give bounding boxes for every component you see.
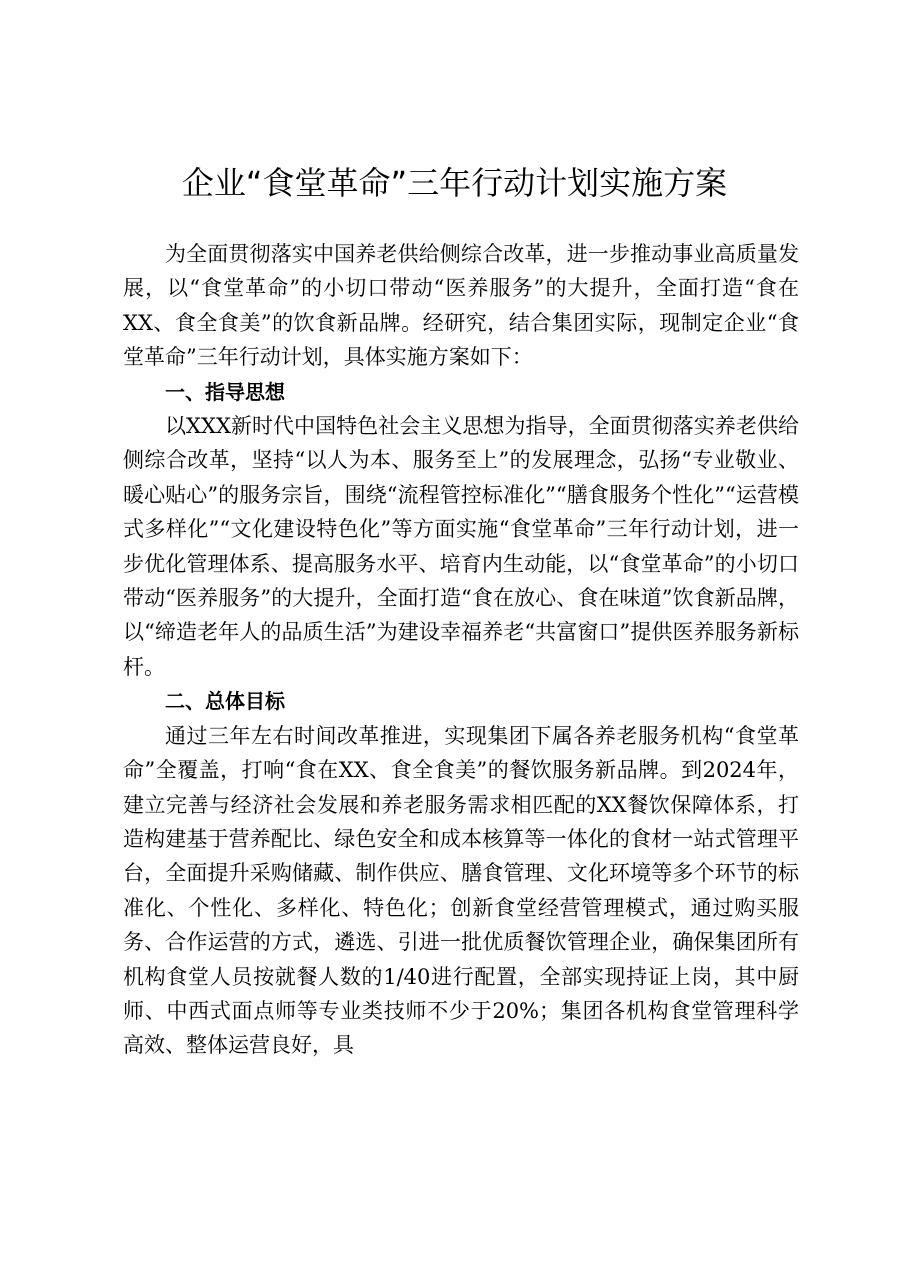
section-heading-overall-goal: 二、总体目标: [165, 689, 285, 714]
document-title: 企业“食堂革命”三年行动计划实施方案: [181, 164, 728, 202]
section-paragraph-overall-goal: 通过三年左右时间改革推进，实现集团下属各养老服务机构“食堂革命”全覆盖，打响“食在XX、食全食美”的餐饮服务新品牌。到2024年，建立完善与经济社会发展和养老服务需求相匹配的XX餐饮保障体系，打造构建基于营养配比、绿色安全和成本核算等一体化的食材一站式管理平台，全面提升采购储藏、制作供应、膳食管理、文化环境等多个环节的标准化、个性化、多样化、特色化；创新食堂经营管理模式，通过购买服务、合作运营的方式，遴选、引进一批优质餐饮管理企业，确保集团所有机构食堂人员按就餐人数的1/40进行配置，全部实现持证上岗，其中厨师、中西式面点师等专业类技师不少于20%；集团各机构食堂管理科学高效、整体运营良好，具: [123, 723, 799, 1058]
document-body: [123, 237, 799, 1063]
section-paragraph-guiding-thought: 以XXX新时代中国特色社会主义思想为指导，全面贯彻落实养老供给侧综合改革，坚持“以人为本、服务至上”的发展理念，弘扬“专业敬业、暖心贴心”的服务宗旨，围绕“流程管控标准化”“膳食服务个性化”“运营模式多样化”“文化建设特色化”等方面实施“食堂革命”三年行动计划，进一步优化管理体系、提高服务水平、培育内生动能，以“食堂革命”的小切口带动“医养服务”的大提升，全面打造“食在放心、食在味道”饮食新品牌，以“缔造老年人的品质生活”为建设幸福养老“共富窗口”提供医养服务新标杆。: [123, 414, 799, 679]
intro-paragraph: 为全面贯彻落实中国养老供给侧综合改革，进一步推动事业高质量发展，以“食堂革命”的小切口带动“医养服务”的大提升，全面打造“食在XX、食全食美”的饮食新品牌。经研究，结合集团实际，现制定企业“食堂革命”三年行动计划，具体实施方案如下：: [123, 242, 799, 370]
section-heading-guiding-thought: 一、指导思想: [165, 379, 285, 404]
